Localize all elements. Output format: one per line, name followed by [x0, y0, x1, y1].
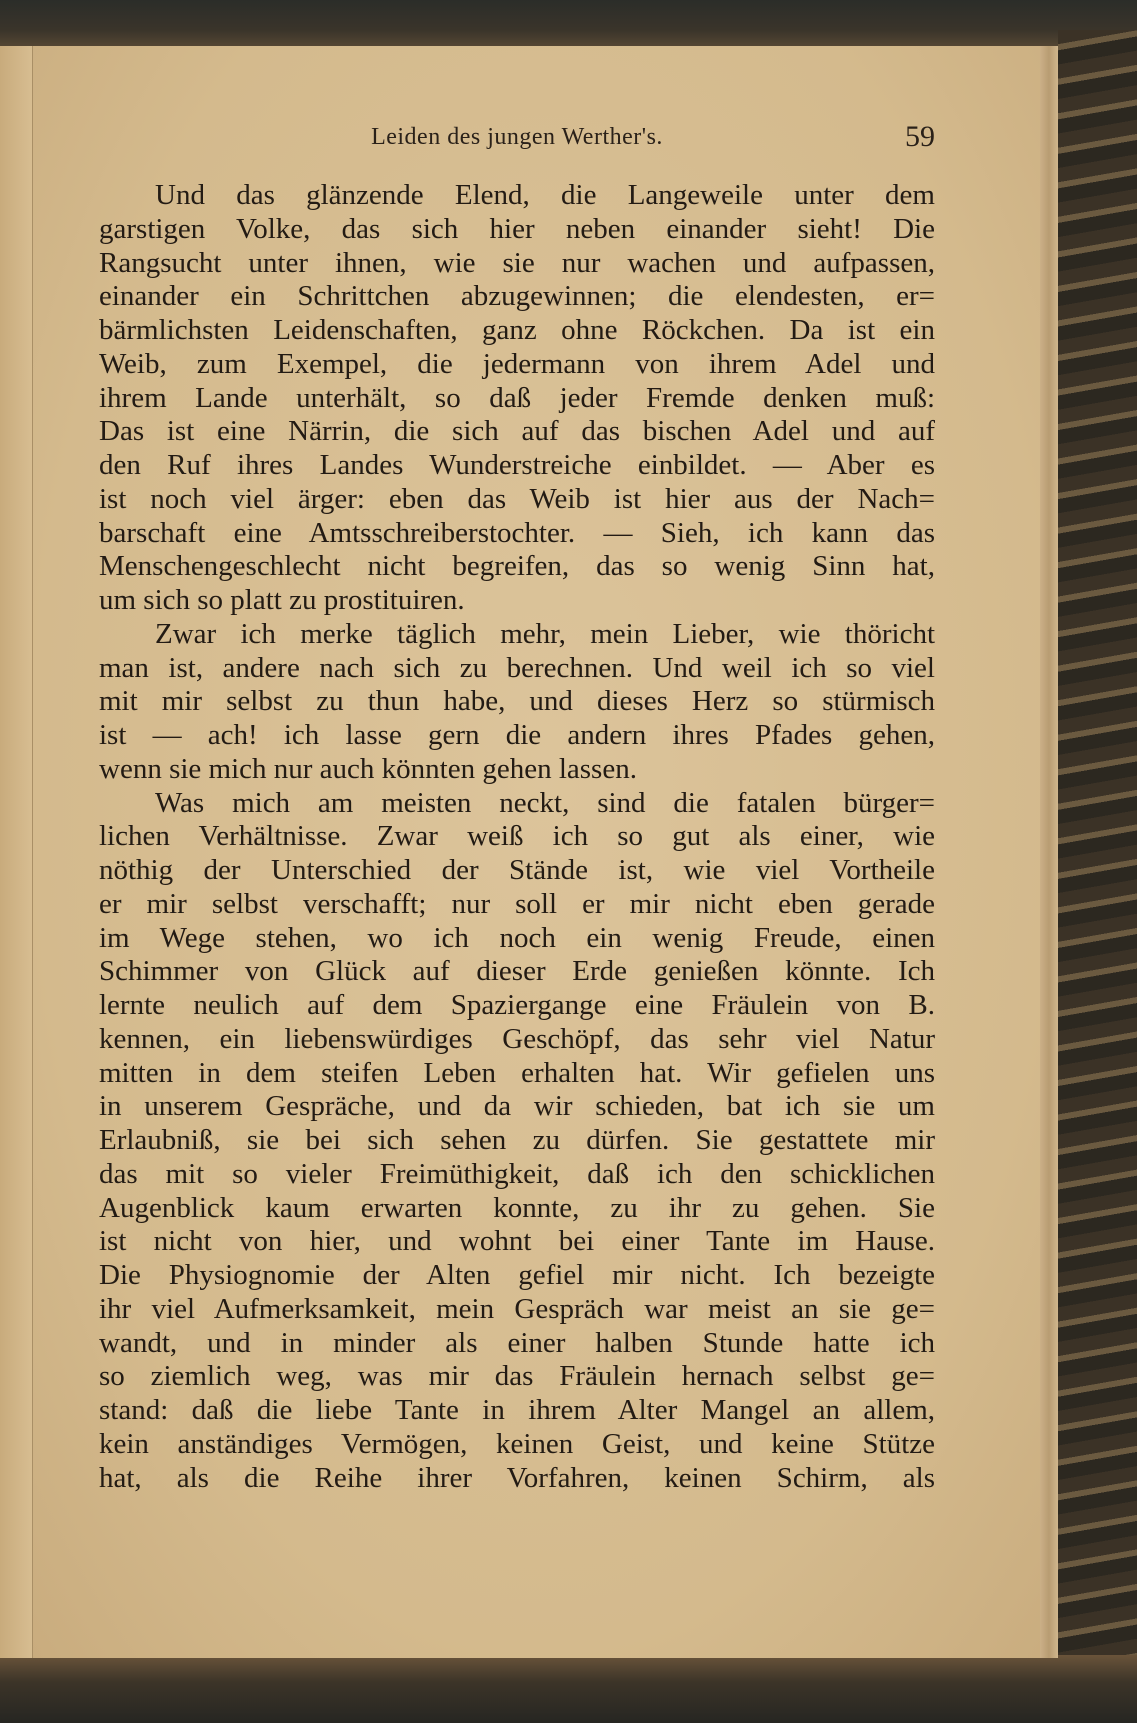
- text-line: Die Physiognomie der Alten gefiel mir nicht. Ich bezeigte: [99, 1259, 935, 1291]
- text-line: kennen, ein liebenswürdiges Geschöpf, das sehr viel Natur: [99, 1022, 935, 1055]
- text-line: ihr viel Aufmerksamkeit, mein Gespräch war meist an sie ge=: [99, 1292, 935, 1325]
- page-stack-edge: [1040, 46, 1058, 1658]
- text-line: barschaft eine Amtsschreiberstochter. — Sieh, ich kann das: [99, 516, 935, 549]
- text-line: Rangsucht unter ihnen, wie sie nur wachen und aufpassen,: [99, 246, 935, 279]
- text-line: Weib, zum Exempel, die jedermann von ihrem Adel und: [99, 347, 935, 380]
- text-line: Menschengeschlecht nicht begreifen, das so wenig Sinn hat,: [99, 550, 935, 583]
- page-header: [99, 120, 935, 154]
- text-line: ihrem Lande unterhält, so daß jeder Fremde denken muß:: [99, 381, 935, 414]
- text-line: Was mich am meisten neckt, sind die fatalen bürger=: [155, 786, 935, 819]
- text-line: ist nicht von hier, und wohnt bei einer Tante im Hause.: [99, 1225, 935, 1258]
- text-line: hat, als die Reihe ihrer Vorfahren, keinen Schirm, als: [99, 1461, 935, 1494]
- text-line: ist noch viel ärger: eben das Weib ist hier aus der Nach=: [99, 482, 935, 515]
- text-line: das mit so vieler Freimüthigkeit, daß ich den schicklichen: [99, 1157, 935, 1190]
- running-title: Leiden des jungen Werther's.: [371, 124, 663, 150]
- book-cover-bottom: [0, 1655, 1137, 1723]
- text-line: mitten in dem steifen Leben erhalten hat. Wir gefielen uns: [99, 1056, 935, 1089]
- text-line: mit mir selbst zu thun habe, und dieses Herz so stürmisch: [99, 685, 935, 718]
- text-line: ist — ach! ich lasse gern die andern ihres Pfades gehen,: [99, 719, 935, 751]
- text-line: einander ein Schrittchen abzugewinnen; die elendesten, er=: [99, 280, 935, 313]
- text-line: man ist, andere nach sich zu berechnen. Und weil ich so viel: [99, 651, 935, 684]
- body-text: [99, 179, 935, 1495]
- text-line: nöthig der Unterschied der Stände ist, wie viel Vortheile: [99, 854, 935, 886]
- text-line: Und das glänzende Elend, die Langeweile unter dem: [155, 179, 935, 211]
- text-line: Augenblick kaum erwarten konnte, zu ihr zu gehen. Sie: [99, 1191, 935, 1224]
- text-line: kein anständiges Vermögen, keinen Geist, und keine Stütze: [99, 1427, 935, 1460]
- text-line: lernte neulich auf dem Spaziergange eine Fräulein von B.: [99, 989, 935, 1021]
- page-number: 59: [905, 120, 935, 153]
- text-line: im Wege stehen, wo ich noch ein wenig Freude, einen: [99, 921, 935, 954]
- text-line: Schimmer von Glück auf dieser Erde genießen könnte. Ich: [99, 955, 935, 988]
- text-line: wenn sie mich nur auch könnten gehen lassen.: [99, 752, 637, 785]
- text-line: Zwar ich merke täglich mehr, mein Lieber, wie thöricht: [155, 617, 935, 650]
- text-line: Erlaubniß, sie bei sich sehen zu dürfen. Sie gestattete mir: [99, 1124, 935, 1156]
- text-line: garstigen Volke, das sich hier neben einander sieht! Die: [99, 212, 935, 245]
- text-line: lichen Verhältnisse. Zwar weiß ich so gut als einer, wie: [99, 820, 935, 853]
- text-line: bärmlichsten Leidenschaften, ganz ohne Röckchen. Da ist ein: [99, 314, 935, 346]
- text-line: stand: daß die liebe Tante in ihrem Alter Mangel an allem,: [99, 1394, 935, 1426]
- text-line: so ziemlich weg, was mir das Fräulein hernach selbst ge=: [99, 1360, 935, 1393]
- text-line: um sich so platt zu prostituiren.: [99, 584, 465, 616]
- text-line: Das ist eine Närrin, die sich auf das bischen Adel und auf: [99, 415, 935, 448]
- gutter: [0, 46, 33, 1658]
- book-cover-top: [0, 0, 1137, 50]
- text-line: in unserem Gespräche, und da wir schieden, bat ich sie um: [99, 1090, 935, 1123]
- text-line: den Ruf ihres Landes Wunderstreiche einbildet. — Aber es: [99, 449, 935, 481]
- text-line: wandt, und in minder als einer halben Stunde hatte ich: [99, 1326, 935, 1359]
- book-cover-right: [1058, 30, 1137, 1680]
- text-line: er mir selbst verschafft; nur soll er mir nicht eben gerade: [99, 887, 935, 920]
